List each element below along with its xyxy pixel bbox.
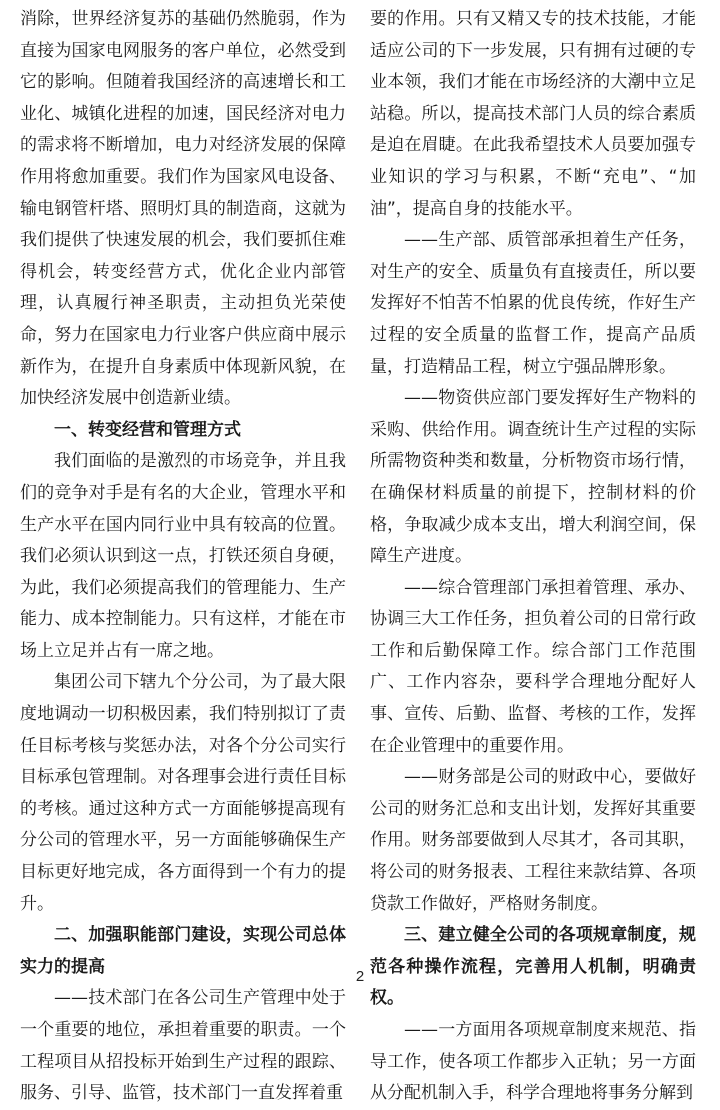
paragraph: ——一方面用各项规章制度来规范、指导工作，使各项工作都步入正轨；另一方面从分配机制入手，科学合理地将事务分解到	[370, 1020, 696, 1104]
page-number: 2	[355, 968, 365, 985]
paragraph: ——物资供应部门要发挥好生产物料的采购、供给作用。调查统计生产过程的实际所需物资种类和数量，分析物资市场行情，在确保材料质量的前提下，控制材料的价格，争取减少成本支出，增大利润空间，保障生产进度。	[370, 388, 696, 567]
section-heading-1: 一、转变经营和管理方式	[54, 419, 241, 440]
section-heading-2: 二、加强职能部门建设，实现公司总体实力的提高	[20, 925, 346, 977]
paragraph: 要的作用。只有又精又专的技术技能，才能适应公司的下一步发展，只有拥有过硬的专业本领，我们才能在市场经济的大潮中立足站稳。所以，提高技术部门人员的综合素质是迫在眉睫。在此我希望技术人员要加强专业知识的学习与积累，不断“充电”、“加油”，提高自身的技能水平。	[370, 9, 696, 219]
right-column	[370, 4, 696, 1110]
paragraph: ——生产部、质管部承担着生产任务，对生产的安全、质量负有直接责任，所以要发挥好不怕苦不怕累的优良传统，作好生产过程的安全质量的监督工作，提高产品质量，打造精品工程，树立宁强品牌形象。	[370, 230, 696, 377]
paragraph: 消除，世界经济复苏的基础仍然脆弱，作为直接为国家电网服务的客户单位，必然受到它的影响。但随着我国经济的高速增长和工业化、城镇化进程的加速，国民经济对电力的需求将不断增加，电力对经济发展的保障作用将愈加重要。我们作为国家风电设备、输电钢管杆塔、照明灯具的制造商，这就为我们提供了快速发展的机会，我们要抓住难得机会，转变经营方式，优化企业内部管理，认真履行神圣职责，主动担负光荣使命，努力在国家电力行业客户供应商中展示新作为，在提升自身素质中体现新风貌，在加快经济发展中创造新业绩。	[20, 9, 346, 409]
left-column	[20, 4, 346, 1110]
paragraph: 我们面临的是激烈的市场竞争，并且我们的竞争对手是有名的大企业，管理水平和生产水平在国内同行业中具有较高的位置。我们必须认识到这一点，打铁还须自身硬，为此，我们必须提高我们的管理能力、生产能力、成本控制能力。只有这样，才能在市场上立足并占有一席之地。	[20, 451, 346, 661]
paragraph: ——财务部是公司的财政中心，要做好公司的财务汇总和支出计划，发挥好其重要作用。财务部要做到人尽其才，各司其职，将公司的财务报表、工程往来款结算、各项贷款工作做好，严格财务制度。	[370, 767, 696, 914]
section-heading-3: 三、建立健全公司的各项规章制度，规范各种操作流程，完善用人机制，明确责权。	[370, 925, 696, 1009]
paragraph: ——综合管理部门承担着管理、承办、协调三大工作任务，担负着公司的日常行政工作和后勤保障工作。综合部门工作范围广、工作内容杂，要科学合理地分配好人事、宣传、后勤、监督、考核的工作，发挥在企业管理中的重要作用。	[370, 577, 696, 756]
paragraph: 集团公司下辖九个分公司，为了最大限度地调动一切积极因素，我们特别拟订了责任目标考核与奖惩办法，对各个分公司实行目标承包管理制。对各理事会进行责任目标的考核。通过这种方式一方面能够提高现有分公司的管理水平，另一方面能够确保生产目标更好地完成，各方面得到一个有力的提升。	[20, 672, 346, 914]
paragraph: ——技术部门在各公司生产管理中处于一个重要的地位，承担着重要的职责。一个工程项目从招投标开始到生产过程的跟踪、服务、引导、监管，技术部门一直发挥着重	[20, 988, 346, 1104]
